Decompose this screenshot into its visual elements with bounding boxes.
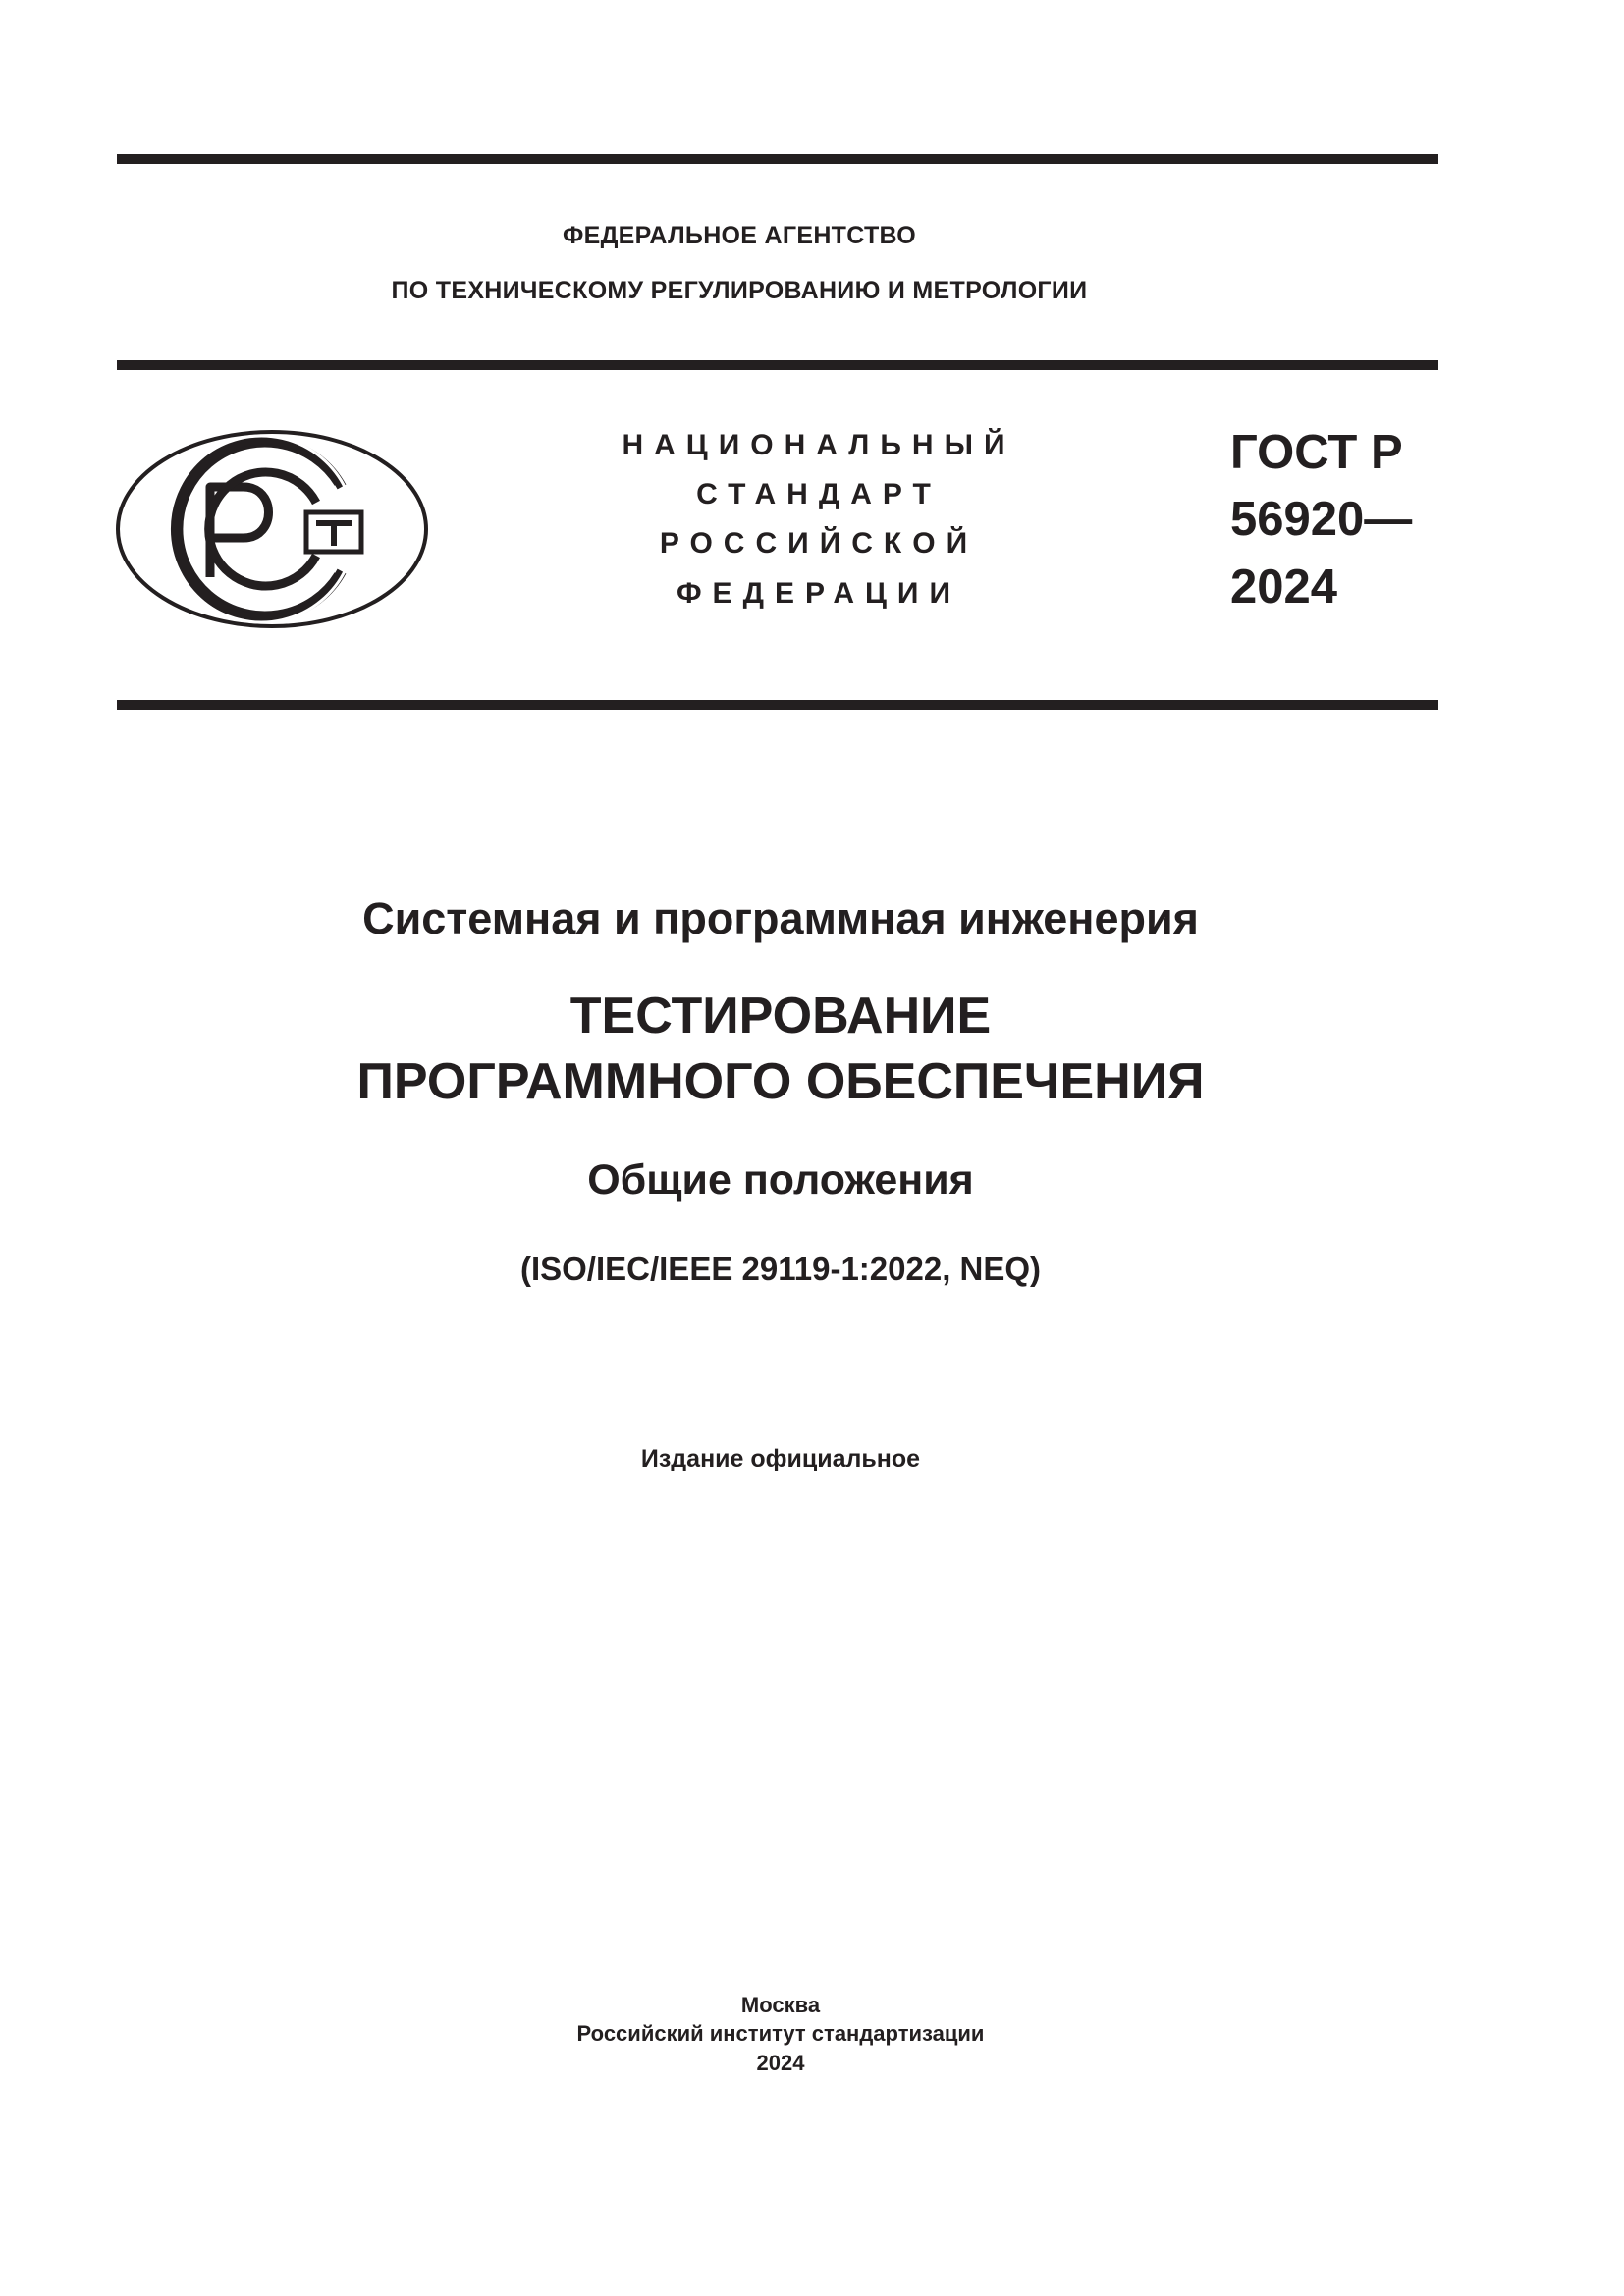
main-title-line-1: ТЕСТИРОВАНИЕ — [569, 988, 992, 1044]
agency-name-line-2: ПО ТЕХНИЧЕСКОМУ РЕГУЛИРОВАНИЮ И МЕТРОЛОГИИ — [391, 277, 1088, 304]
standard-type-line-2: СТАНДАРТ — [696, 478, 942, 510]
publisher-city: Москва — [740, 1993, 821, 2017]
standard-designation-line-3: 2024 — [1230, 561, 1338, 614]
agency-name-line-1: ФЕДЕРАЛЬНОЕ АГЕНТСТВО — [562, 222, 917, 249]
rst-conformity-mark-icon — [114, 428, 430, 630]
header-bottom-rule — [117, 700, 1438, 710]
main-title-line-2: ПРОГРАММНОГО ОБЕСПЕЧЕНИЯ — [356, 1053, 1205, 1110]
standard-type-line-3: РОССИЙСКОЙ — [659, 527, 979, 560]
standard-designation-line-1: ГОСТ Р — [1230, 426, 1403, 479]
standard-type-line-4: ФЕДЕРАЦИИ — [676, 577, 962, 610]
publication-year: 2024 — [756, 2051, 805, 2075]
top-rule — [117, 154, 1438, 164]
series-title: Системная и программная инженерия — [362, 893, 1199, 943]
header-divider-rule — [117, 360, 1438, 370]
standard-type-line-1: НАЦИОНАЛЬНЫЙ — [622, 429, 1016, 461]
edition-label: Издание официальное — [640, 1445, 921, 1472]
international-reference: (ISO/IEC/IEEE 29119-1:2022, NEQ) — [519, 1251, 1042, 1287]
standard-designation-line-2: 56920— — [1230, 493, 1413, 546]
publisher-organization: Российский институт стандартизации — [576, 2021, 985, 2046]
document-subtitle: Общие положения — [587, 1156, 974, 1203]
